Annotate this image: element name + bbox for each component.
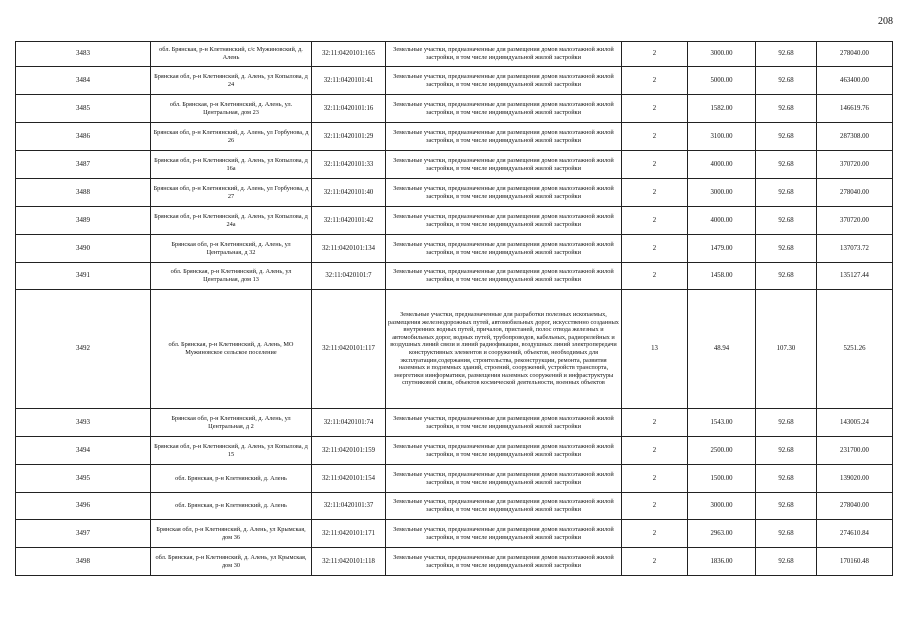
permitted-use: Земельные участки, предназначенные для размещения домов малоэтажной жилой застройки, в том числе индивидуальной жилой застройки bbox=[386, 409, 622, 437]
cadastral-value: 170160.48 bbox=[817, 548, 893, 576]
parcel-address: Брянская обл, р-н Клетнянский, д. Алень, ул Копылова, д 24 bbox=[151, 67, 312, 95]
cadastral-value: 135127.44 bbox=[817, 263, 893, 290]
parcel-area: 1458.00 bbox=[688, 263, 756, 290]
cadastral-number: 32:11:0420101:42 bbox=[312, 207, 386, 235]
parcel-address: Брянская обл, р-н Клетнянский, д. Алень, ул Центральная, д 2 bbox=[151, 409, 312, 437]
parcel-address: Брянская обл, р-н Клетнянский, д. Алень, ул Крымская, дом 36 bbox=[151, 520, 312, 548]
cadastral-value: 143005.24 bbox=[817, 409, 893, 437]
category-code: 2 bbox=[622, 95, 688, 123]
permitted-use: Земельные участки, предназначенные для размещения домов малоэтажной жилой застройки, в том числе индивидуальной жилой застройки bbox=[386, 95, 622, 123]
rate-value: 92.68 bbox=[756, 548, 817, 576]
parcel-area: 3000.00 bbox=[688, 179, 756, 207]
permitted-use: Земельные участки, предназначенные для размещения домов малоэтажной жилой застройки, в том числе индивидуальной жилой застройки bbox=[386, 123, 622, 151]
parcel-id: 3483 bbox=[16, 42, 151, 67]
cadastral-value: 463400.00 bbox=[817, 67, 893, 95]
category-code: 2 bbox=[622, 235, 688, 263]
cadastral-value: 278040.00 bbox=[817, 42, 893, 67]
table-row bbox=[16, 235, 893, 263]
table-row bbox=[16, 520, 893, 548]
permitted-use: Земельные участки, предназначенные для размещения домов малоэтажной жилой застройки, в том числе индивидуальной жилой застройки bbox=[386, 548, 622, 576]
parcel-id: 3484 bbox=[16, 67, 151, 95]
category-code: 2 bbox=[622, 123, 688, 151]
cadastral-number: 32:11:0420101:41 bbox=[312, 67, 386, 95]
table-row bbox=[16, 42, 893, 67]
category-code: 2 bbox=[622, 263, 688, 290]
cadastral-number: 32:11:0420101:117 bbox=[312, 290, 386, 409]
cadastral-value: 139020.00 bbox=[817, 465, 893, 493]
category-code: 2 bbox=[622, 520, 688, 548]
parcel-id: 3492 bbox=[16, 290, 151, 409]
cadastral-value: 278040.00 bbox=[817, 179, 893, 207]
parcel-id: 3489 bbox=[16, 207, 151, 235]
category-code: 2 bbox=[622, 151, 688, 179]
rate-value: 92.68 bbox=[756, 123, 817, 151]
rate-value: 92.68 bbox=[756, 207, 817, 235]
parcel-id: 3490 bbox=[16, 235, 151, 263]
permitted-use: Земельные участки, предназначенные для размещения домов малоэтажной жилой застройки, в том числе индивидуальной жилой застройки bbox=[386, 235, 622, 263]
permitted-use: Земельные участки, предназначенные для размещения домов малоэтажной жилой застройки, в том числе индивидуальной жилой застройки bbox=[386, 263, 622, 290]
parcel-id: 3497 bbox=[16, 520, 151, 548]
permitted-use: Земельные участки, предназначенные для размещения домов малоэтажной жилой застройки, в том числе индивидуальной жилой застройки bbox=[386, 437, 622, 465]
parcel-address: Брянская обл, р-н Клетнянский, д. Алень, ул Копылова, д 24а bbox=[151, 207, 312, 235]
parcel-area: 1582.00 bbox=[688, 95, 756, 123]
parcel-address: Брянская обл, р-н Клетнянский, д. Алень, ул Горбунова, д 27 bbox=[151, 179, 312, 207]
rate-value: 92.68 bbox=[756, 95, 817, 123]
parcel-id: 3495 bbox=[16, 465, 151, 493]
table-row bbox=[16, 263, 893, 290]
parcel-area: 1500.00 bbox=[688, 465, 756, 493]
category-code: 2 bbox=[622, 179, 688, 207]
parcel-id: 3488 bbox=[16, 179, 151, 207]
parcel-address: обл. Брянская, р-н Клетнянский, с/с Мужиновский, д. Алень bbox=[151, 42, 312, 67]
category-code: 2 bbox=[622, 465, 688, 493]
permitted-use: Земельные участки, предназначенные для размещения домов малоэтажной жилой застройки, в том числе индивидуальной жилой застройки bbox=[386, 520, 622, 548]
cadastral-value: 370720.00 bbox=[817, 151, 893, 179]
cadastral-number: 32:11:0420101:134 bbox=[312, 235, 386, 263]
table-row bbox=[16, 123, 893, 151]
cadastral-number: 32:11:0420101:74 bbox=[312, 409, 386, 437]
category-code: 2 bbox=[622, 67, 688, 95]
table-row bbox=[16, 290, 893, 409]
rate-value: 92.68 bbox=[756, 67, 817, 95]
permitted-use: Земельные участки, предназначенные для размещения домов малоэтажной жилой застройки, в том числе индивидуальной жилой застройки bbox=[386, 42, 622, 67]
parcel-address: обл. Брянская, р-н Клетнянский, д. Алень bbox=[151, 465, 312, 493]
table-row bbox=[16, 151, 893, 179]
permitted-use: Земельные участки, предназначенные для размещения домов малоэтажной жилой застройки, в том числе индивидуальной жилой застройки bbox=[386, 67, 622, 95]
table-row bbox=[16, 548, 893, 576]
category-code: 13 bbox=[622, 290, 688, 409]
parcel-area: 3000.00 bbox=[688, 42, 756, 67]
rate-value: 92.68 bbox=[756, 42, 817, 67]
cadastral-number: 32:11:0420101:7 bbox=[312, 263, 386, 290]
table-row bbox=[16, 465, 893, 493]
permitted-use: Земельные участки, предназначенные для размещения домов малоэтажной жилой застройки, в том числе индивидуальной жилой застройки bbox=[386, 465, 622, 493]
parcel-area: 4000.00 bbox=[688, 207, 756, 235]
table-row bbox=[16, 95, 893, 123]
rate-value: 92.68 bbox=[756, 179, 817, 207]
cadastral-number: 32:11:0420101:118 bbox=[312, 548, 386, 576]
category-code: 2 bbox=[622, 548, 688, 576]
parcel-address: Брянская обл, р-н Клетнянский, д. Алень, ул Горбунова, д 26 bbox=[151, 123, 312, 151]
table-row bbox=[16, 409, 893, 437]
table-row bbox=[16, 493, 893, 520]
table-row bbox=[16, 437, 893, 465]
parcel-id: 3494 bbox=[16, 437, 151, 465]
category-code: 2 bbox=[622, 207, 688, 235]
parcel-id: 3486 bbox=[16, 123, 151, 151]
parcel-area: 2500.00 bbox=[688, 437, 756, 465]
cadastral-number: 32:11:0420101:37 bbox=[312, 493, 386, 520]
cadastral-number: 32:11:0420101:154 bbox=[312, 465, 386, 493]
parcel-address: обл. Брянская, р-н Клетнянский, д. Алень bbox=[151, 493, 312, 520]
parcel-area: 48.94 bbox=[688, 290, 756, 409]
cadastral-number: 32:11:0420101:165 bbox=[312, 42, 386, 67]
parcel-address: Брянская обл, р-н Клетнянский, д. Алень, ул Копылова, д 16а bbox=[151, 151, 312, 179]
parcel-address: обл. Брянская, р-н Клетнянский, д. Алень, ул Центральная, дом 13 bbox=[151, 263, 312, 290]
parcel-id: 3487 bbox=[16, 151, 151, 179]
rate-value: 92.68 bbox=[756, 520, 817, 548]
cadastral-value: 287308.00 bbox=[817, 123, 893, 151]
parcel-area: 1836.00 bbox=[688, 548, 756, 576]
rate-value: 92.68 bbox=[756, 263, 817, 290]
rate-value: 92.68 bbox=[756, 465, 817, 493]
parcel-area: 4000.00 bbox=[688, 151, 756, 179]
table-row bbox=[16, 67, 893, 95]
parcel-area: 1543.00 bbox=[688, 409, 756, 437]
rate-value: 92.68 bbox=[756, 409, 817, 437]
cadastral-number: 32:11:0420101:40 bbox=[312, 179, 386, 207]
rate-value: 92.68 bbox=[756, 235, 817, 263]
cadastral-value: 231700.00 bbox=[817, 437, 893, 465]
cadastral-number: 32:11:0420101:29 bbox=[312, 123, 386, 151]
cadastral-number: 32:11:0420101:159 bbox=[312, 437, 386, 465]
table-row bbox=[16, 179, 893, 207]
parcel-area: 3000.00 bbox=[688, 493, 756, 520]
parcel-area: 1479.00 bbox=[688, 235, 756, 263]
permitted-use: Земельные участки, предназначенные для разработки полезных ископаемых, размещения железнодорожных путей, автомобильных дорог, искусственно созданных внутренних водных путей, причалов, пристаней, полос отвода железных и автомобильных дорог, водных путей, трубопроводов, кабельных, радиорелейных и воздушных линий связи и линий радиофикации, воздушных линий электропередачи конструктивных элементов и сооружений, объектов, необходимых для эксплуатации,содержания, строительства, реконструкции, ремонта, развития наземных и подземных зданий, строений, сооружений, устройств транспорта, энергетики иинформатики, размещения наземных сооружений и инфраструктуры спутниковой связи, объектов космической деятельности, военных объектов bbox=[386, 290, 622, 409]
parcel-id: 3485 bbox=[16, 95, 151, 123]
parcel-id: 3496 bbox=[16, 493, 151, 520]
parcel-id: 3498 bbox=[16, 548, 151, 576]
cadastral-value: 5251.26 bbox=[817, 290, 893, 409]
rate-value: 92.68 bbox=[756, 437, 817, 465]
category-code: 2 bbox=[622, 42, 688, 67]
page-number: 208 bbox=[878, 16, 893, 27]
category-code: 2 bbox=[622, 493, 688, 520]
parcel-area: 2963.00 bbox=[688, 520, 756, 548]
parcel-address: Брянская обл, р-н Клетнянский, д. Алень, ул Копылова, д 15 bbox=[151, 437, 312, 465]
parcel-id: 3491 bbox=[16, 263, 151, 290]
cadastral-number: 32:11:0420101:171 bbox=[312, 520, 386, 548]
cadastral-number: 32:11:0420101:33 bbox=[312, 151, 386, 179]
cadastral-value: 137073.72 bbox=[817, 235, 893, 263]
permitted-use: Земельные участки, предназначенные для размещения домов малоэтажной жилой застройки, в том числе индивидуальной жилой застройки bbox=[386, 151, 622, 179]
cadastral-value: 274610.84 bbox=[817, 520, 893, 548]
permitted-use: Земельные участки, предназначенные для размещения домов малоэтажной жилой застройки, в том числе индивидуальной жилой застройки bbox=[386, 493, 622, 520]
cadastral-value: 370720.00 bbox=[817, 207, 893, 235]
rate-value: 92.68 bbox=[756, 493, 817, 520]
permitted-use: Земельные участки, предназначенные для размещения домов малоэтажной жилой застройки, в том числе индивидуальной жилой застройки bbox=[386, 207, 622, 235]
parcel-address: обл. Брянская, р-н Клетнянский, д. Алень, ул Крымская, дом 30 bbox=[151, 548, 312, 576]
category-code: 2 bbox=[622, 437, 688, 465]
parcel-address: Брянская обл, р-н Клетнянский, д. Алень, ул Центральная, д 32 bbox=[151, 235, 312, 263]
cadastral-value: 146619.76 bbox=[817, 95, 893, 123]
parcel-area: 3100.00 bbox=[688, 123, 756, 151]
cadastral-value: 278040.00 bbox=[817, 493, 893, 520]
parcel-area: 5000.00 bbox=[688, 67, 756, 95]
rate-value: 107.30 bbox=[756, 290, 817, 409]
rate-value: 92.68 bbox=[756, 151, 817, 179]
cadastral-number: 32:11:0420101:16 bbox=[312, 95, 386, 123]
category-code: 2 bbox=[622, 409, 688, 437]
parcel-id: 3493 bbox=[16, 409, 151, 437]
permitted-use: Земельные участки, предназначенные для размещения домов малоэтажной жилой застройки, в том числе индивидуальной жилой застройки bbox=[386, 179, 622, 207]
parcel-address: обл. Брянская, р-н Клетнянский, д. Алень, ул. Центральная, дом 23 bbox=[151, 95, 312, 123]
table-row bbox=[16, 207, 893, 235]
land-registry-table bbox=[15, 41, 893, 576]
parcel-address: обл. Брянская, р-н Клетнянский, д. Алень, МО Мужиновское сельское поселение bbox=[151, 290, 312, 409]
